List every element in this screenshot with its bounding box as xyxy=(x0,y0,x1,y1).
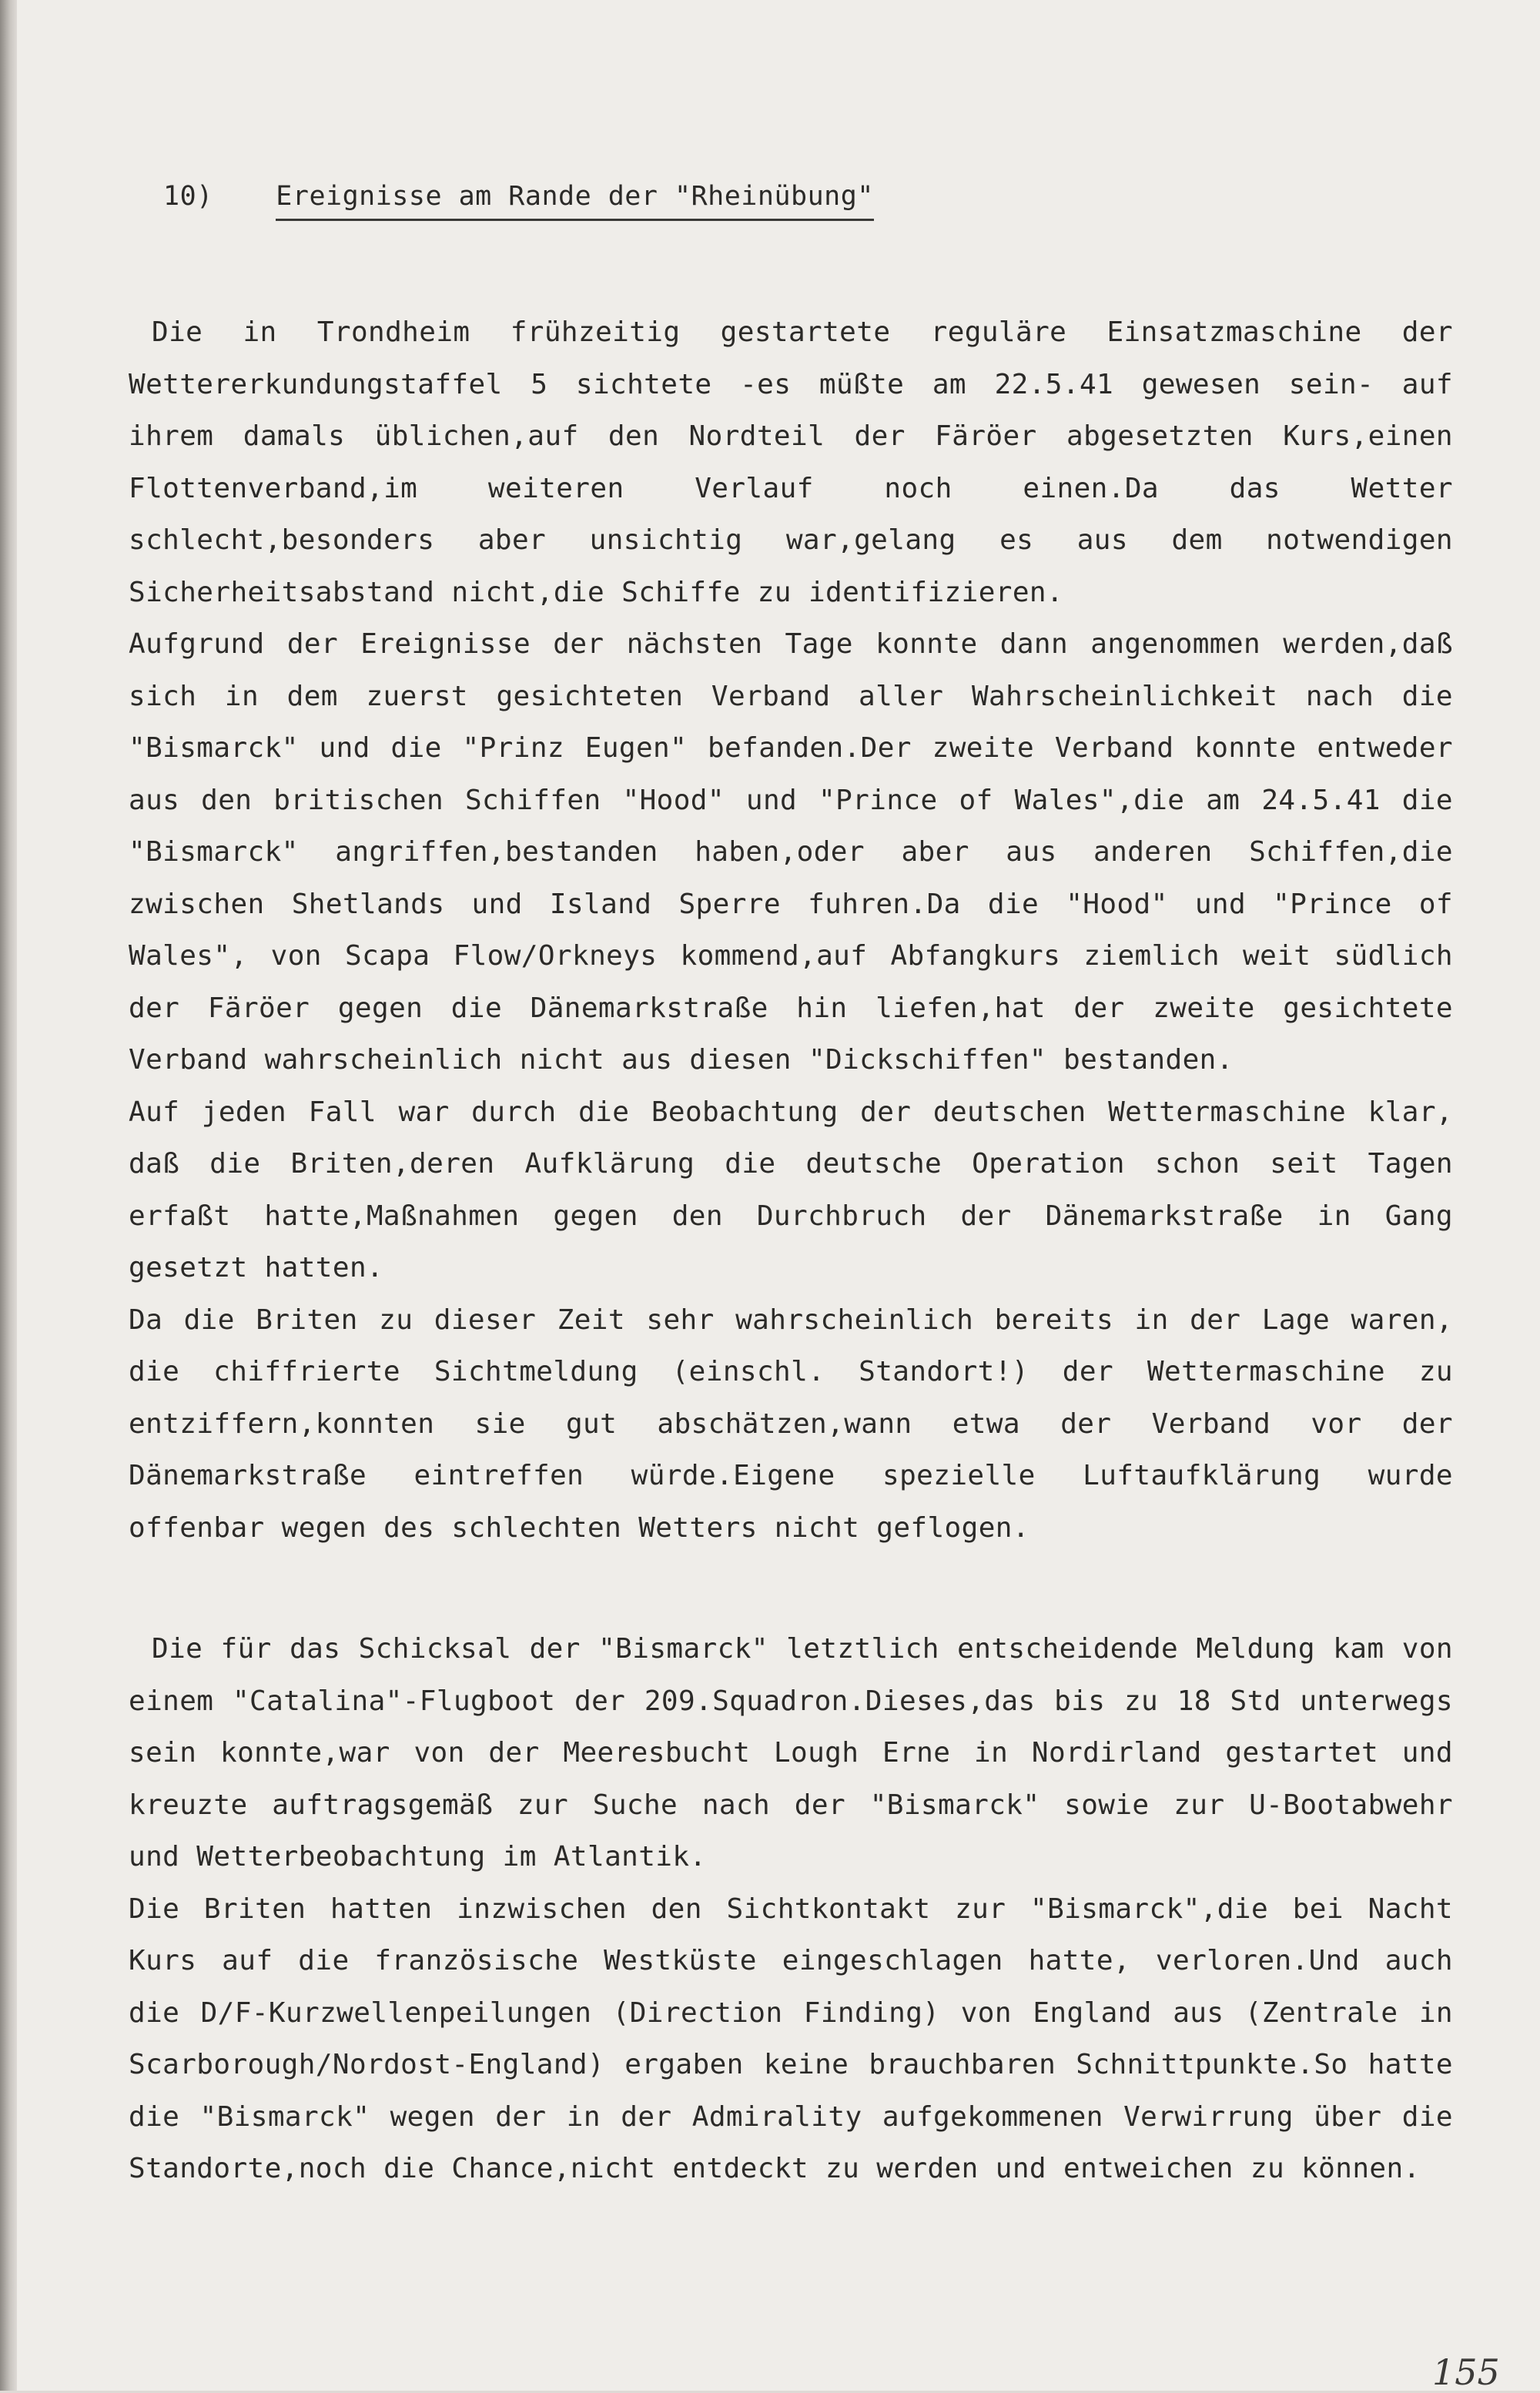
text-block-2 xyxy=(129,1623,1453,2195)
paragraph: Da die Briten zu dieser Zeit sehr wahrscheinlich bereits in der Lage waren, die chiffrierte Sichtmeldung (einschl. Standort!) der Wettermaschine zu entziffern,konnten sie gut abschätzen,wann etwa der Verband vor der Dänemarkstraße eintreffen würde.Eigene spezielle Luftaufklärung wurde offenbar wegen des schlechten Wetters nicht geflogen. xyxy=(129,1304,1453,1544)
page-number: 155 xyxy=(1432,2351,1500,2393)
section-heading xyxy=(163,177,874,221)
paragraph: Auf jeden Fall war durch die Beobachtung der deutschen Wettermaschine klar, daß die Briten,deren Aufklärung die deutsche Operation schon seit Tagen erfaßt hatte,Maßnahmen gegen den Durchbruch der Dänemarkstraße in Gang gesetzt hatten. xyxy=(129,1096,1453,1284)
text-block-1 xyxy=(129,306,1453,1554)
paragraph: Aufgrund der Ereignisse der nächsten Tage konnte dann angenommen werden,daß sich in dem zuerst gesichteten Verband aller Wahrscheinlichkeit nach die "Bismarck" und die "Prinz Eugen" befanden.Der zweite Verband konnte entweder aus den britischen Schiffen "Hood" und "Prince of Wales",die am 24.5.41 die "Bismarck" angriffen,bestanden haben,oder aber aus anderen Schiffen,die zwischen Shetlands und Island Sperre fuhren.Da die "Hood" und "Prince of Wales", von Scapa Flow/Orkneys kommend,auf Abfangkurs ziemlich weit südlich der Färöer gegen die Dänemarkstraße hin liefen,hat der zweite gesichtete Verband wahrscheinlich nicht aus diesen "Dickschiffen" bestanden. xyxy=(129,628,1453,1076)
paragraph: Die für das Schicksal der "Bismarck" letztlich entscheidende Meldung kam von einem "Catalina"-Flugboot der 209.Squadron.Dieses,das bis zu 18 Std unterwegs sein konnte,war von der Meeresbucht Lough Erne in Nordirland gestartet und kreuzte auftragsgemäß zur Suche nach der "Bismarck" sowie zur U-Bootabwehr und Wetterbeobachtung im Atlantik. xyxy=(129,1633,1453,1873)
section-title: Ereignisse am Rande der "Rheinübung" xyxy=(276,177,874,221)
paragraph: Die in Trondheim frühzeitig gestartete reguläre Einsatzmaschine der Wettererkundungstaffel 5 sichtete -es müßte am 22.5.41 gewesen sein- auf ihrem damals üblichen,auf den Nordteil der Färöer abgesetzten Kurs,einen Flottenverband,im weiteren Verlauf noch einen.Da das Wetter schlecht,besonders aber unsichtig war,gelang es aus dem notwendigen Sicherheitsabstand nicht,die Schiffe zu identifizieren. xyxy=(129,316,1453,608)
document-page xyxy=(17,0,1540,2391)
section-number: 10) xyxy=(163,181,213,212)
paragraph: Die Briten hatten inzwischen den Sichtkontakt zur "Bismarck",die bei Nacht Kurs auf die französische Westküste eingeschlagen hatte, verloren.Und auch die D/F-Kurzwellenpeilungen (Direction Finding) von England aus (Zentrale in Scarborough/Nordost-England) ergaben keine brauchbaren Schnittpunkte.So hatte die "Bismarck" wegen der in der Admirality aufgekommenen Verwirrung über die Standorte,noch die Chance,nicht entdeckt zu werden und entweichen zu können. xyxy=(129,1893,1453,2184)
book-binding-edge xyxy=(0,0,17,2391)
